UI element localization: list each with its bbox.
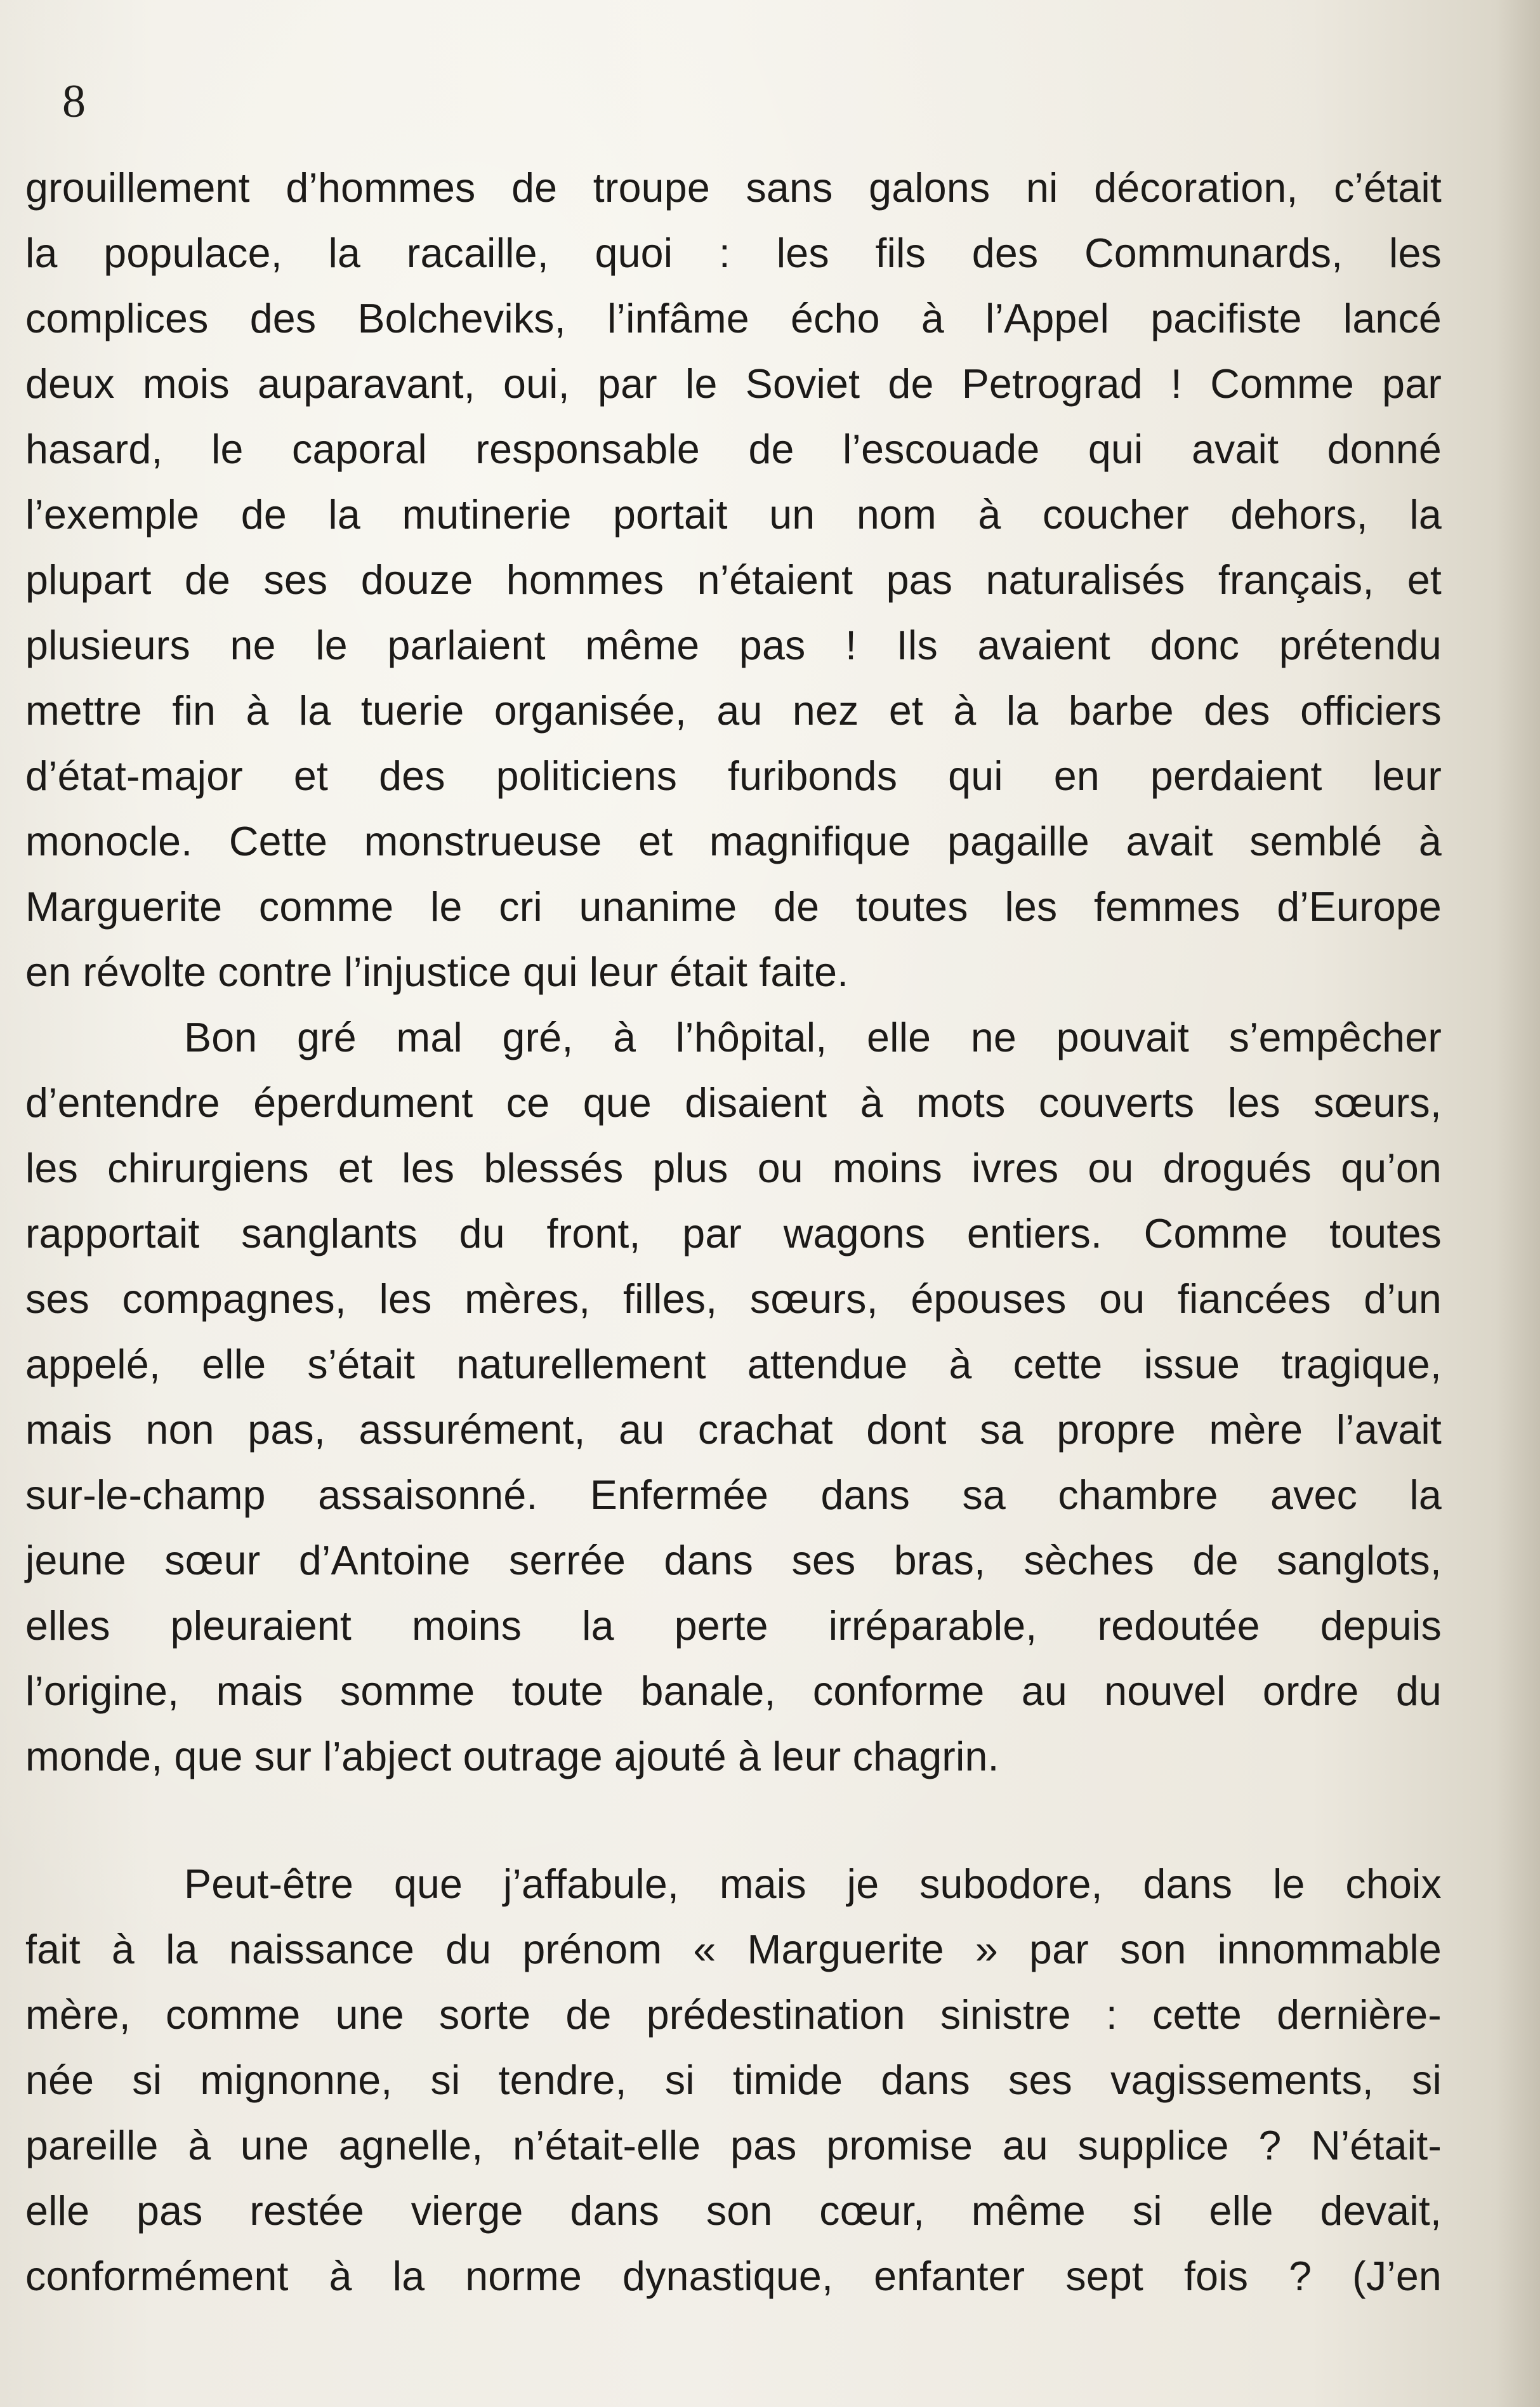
- text-line: jeune sœur d’Antoine serrée dans ses bras, sèches de sanglots,: [25, 1538, 1442, 1583]
- text-line: appelé, elle s’était naturellement attendue à cette issue tragique,: [25, 1342, 1442, 1387]
- text-line: conformément à la norme dynastique, enfanter sept fois ? (J’en: [25, 2253, 1442, 2299]
- text-line: sur-le-champ assaisonné. Enfermée dans sa chambre avec la: [25, 1472, 1442, 1518]
- text-line: grouillement d’hommes de troupe sans galons ni décoration, c’était: [25, 165, 1442, 211]
- body-text: [25, 155, 1442, 2309]
- text-line: mais non pas, assurément, au crachat dont sa propre mère l’avait: [25, 1407, 1442, 1453]
- text-line: d’état-major et des politiciens furibonds qui en perdaient leur: [25, 753, 1442, 799]
- text-line: deux mois auparavant, oui, par le Soviet de Petrograd ! Comme par: [25, 361, 1442, 407]
- text-line: mère, comme une sorte de prédestination sinistre : cette dernière-: [25, 1992, 1442, 2038]
- text-line: née si mignonne, si tendre, si timide dans ses vagissements, si: [25, 2057, 1442, 2103]
- text-line: l’origine, mais somme toute banale, conforme au nouvel ordre du: [25, 1668, 1442, 1714]
- page-edge-shadow: [1496, 0, 1540, 2407]
- text-line: elles pleuraient moins la perte irréparable, redoutée depuis: [25, 1603, 1442, 1649]
- text-line: Peut-être que j’affabule, mais je subodore, dans le choix: [184, 1861, 1442, 1907]
- text-line: hasard, le caporal responsable de l’escouade qui avait donné: [25, 426, 1442, 472]
- text-line: mettre fin à la tuerie organisée, au nez et à la barbe des officiers: [25, 688, 1442, 734]
- text-line: elle pas restée vierge dans son cœur, même si elle devait,: [25, 2188, 1442, 2234]
- text-line: la populace, la racaille, quoi : les fils des Communards, les: [25, 230, 1442, 276]
- text-line: pareille à une agnelle, n’était-elle pas promise au supplice ? N’était-: [25, 2123, 1442, 2168]
- page-number: 8: [62, 76, 86, 128]
- text-line: plupart de ses douze hommes n’étaient pas naturalisés français, et: [25, 557, 1442, 603]
- text-line: les chirurgiens et les blessés plus ou moins ivres ou drogués qu’on: [25, 1145, 1442, 1191]
- text-line: rapportait sanglants du front, par wagons entiers. Comme toutes: [25, 1211, 1442, 1256]
- text-line: plusieurs ne le parlaient même pas ! Ils avaient donc prétendu: [25, 623, 1442, 668]
- text-line: ses compagnes, les mères, filles, sœurs, épouses ou fiancées d’un: [25, 1276, 1442, 1322]
- section-gap: [25, 1790, 1442, 1852]
- text-line: fait à la naissance du prénom « Marguerite » par son innommable: [25, 1927, 1442, 1972]
- text-line: l’exemple de la mutinerie portait un nom à coucher dehors, la: [25, 492, 1442, 537]
- paragraph-1: [25, 155, 1442, 1005]
- text-line: en révolte contre l’injustice qui leur était faite.: [25, 949, 849, 995]
- text-line: monde, que sur l’abject outrage ajouté à leur chagrin.: [25, 1734, 999, 1779]
- text-line: complices des Bolcheviks, l’infâme écho à l’Appel pacifiste lancé: [25, 296, 1442, 341]
- text-line: monocle. Cette monstrueuse et magnifique pagaille avait semblé à: [25, 819, 1442, 864]
- text-line: d’entendre éperdument ce que disaient à mots couverts les sœurs,: [25, 1080, 1442, 1126]
- paragraph-3: [25, 1852, 1442, 2309]
- text-line: Marguerite comme le cri unanime de toutes les femmes d’Europe: [25, 884, 1442, 930]
- paragraph-2: [25, 1005, 1442, 1790]
- text-line: Bon gré mal gré, à l’hôpital, elle ne pouvait s’empêcher: [184, 1015, 1442, 1060]
